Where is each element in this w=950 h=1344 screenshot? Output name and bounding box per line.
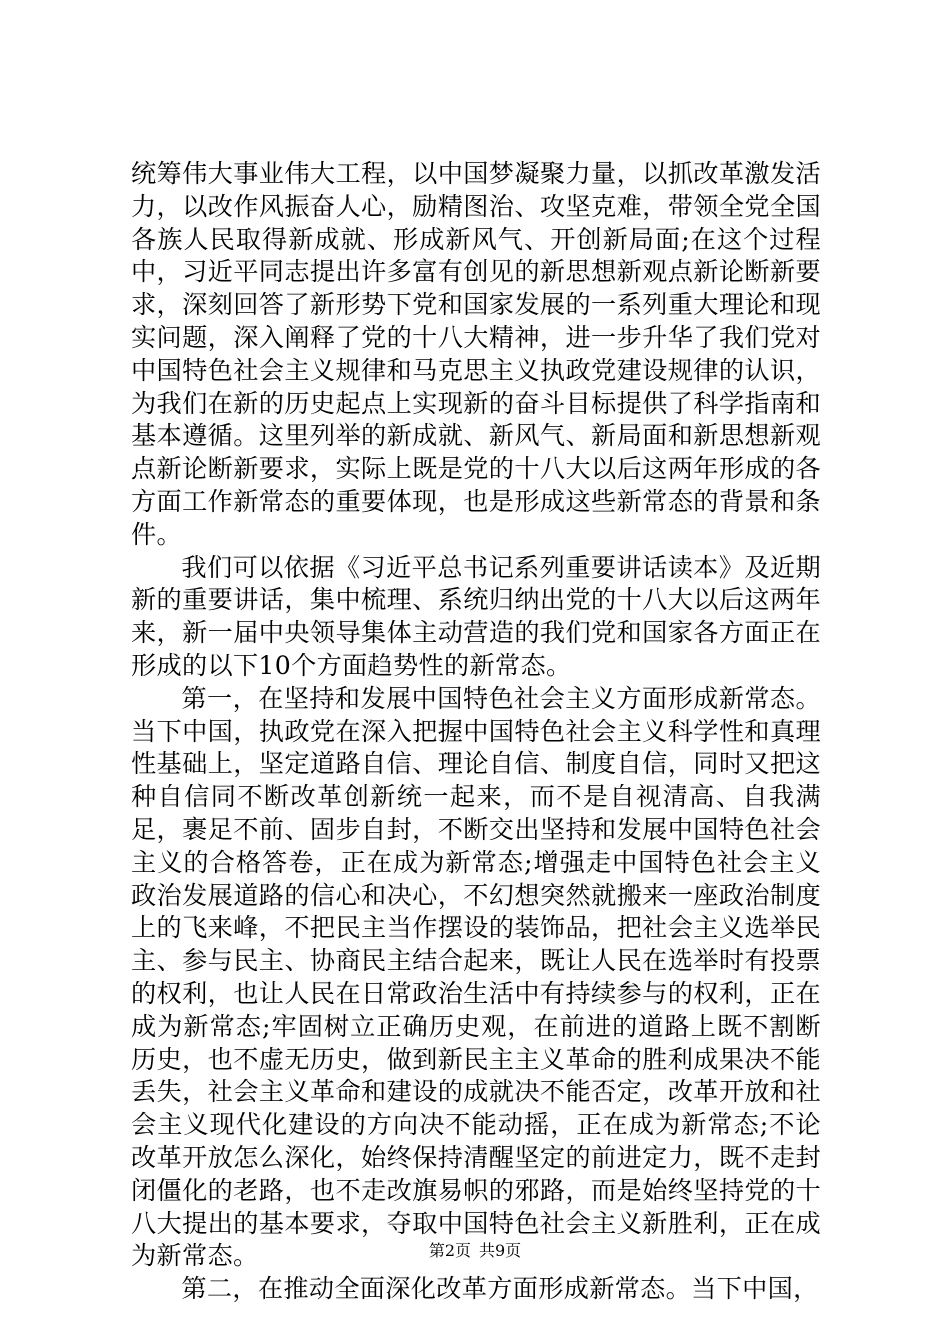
paragraph-continued: 统筹伟大事业伟大工程，以中国梦凝聚力量，以抓改革激发活力，以改作风振奋人心，励精图治、攻坚克难，带领全党全国各族人民取得新成就、形成新风气、开创新局面;在这个过程中，习近平同志提出许多富有创见的新思想新观点新论断新要求，深刻回答了新形势下党和国家发展的一系列重大理论和现实问题，深入阐释了党的十八大精神，进一步升华了我们党对中国特色社会主义规律和马克思主义执政党建设规律的认识，为我们在新的历史起点上实现新的奋斗目标提供了科学指南和基本遵循。这里列举的新成就、新风气、新局面和新思想新观点新论断新要求，实际上既是党的十八大以后这两年形成的各方面工作新常态的重要体现，也是形成这些新常态的背景和条件。 bbox=[131, 159, 821, 549]
paragraph-intro: 我们可以依据《习近平总书记系列重要讲话读本》及近期新的重要讲话，集中梳理、系统归纳出党的十八大以后这两年来，新一届中央领导集体主动营造的我们党和国家各方面正在形成的以下10个方面趋势性的新常态。 bbox=[131, 552, 821, 680]
document-body bbox=[131, 158, 821, 1306]
page-number: 第2页 bbox=[428, 1241, 471, 1260]
paragraph-first-point: 第一，在坚持和发展中国特色社会主义方面形成新常态。当下中国，执政党在深入把握中国特色社会主义科学性和真理性基础上，坚定道路自信、理论自信、制度自信，同时又把这种自信同不断改革创新统一起来，而不是自视清高、自我满足，裹足不前、固步自封，不断交出坚持和发展中国特色社会主义的合格答卷，正在成为新常态;增强走中国特色社会主义政治发展道路的信心和决心，不幻想突然就搬来一座政治制度上的飞来峰，不把民主当作摆设的装饰品，把社会主义选举民主、参与民主、协商民主结合起来，既让人民在选举时有投票的权利，也让人民在日常政治生活中有持续参与的权利，正在成为新常态;牢固树立正确历史观，在前进的道路上既不割断历史，也不虚无历史，做到新民主主义革命的胜利成果决不能丢失，社会主义革命和建设的成就决不能否定，改革开放和社会主义现代化建设的方向决不能动摇，正在成为新常态;不论改革开放怎么深化，始终保持清醒坚定的前进定力，既不走封闭僵化的老路，也不走改旗易帜的邪路，而是始终坚持党的十八大提出的基本要求，夺取中国特色社会主义新胜利，正在成为新常态。 bbox=[131, 683, 821, 1271]
page-footer bbox=[0, 1241, 950, 1261]
page-total: 共9页 bbox=[479, 1241, 522, 1260]
paragraph-second-point: 第二，在推动全面深化改革方面形成新常态。当下中国， bbox=[181, 1274, 819, 1304]
